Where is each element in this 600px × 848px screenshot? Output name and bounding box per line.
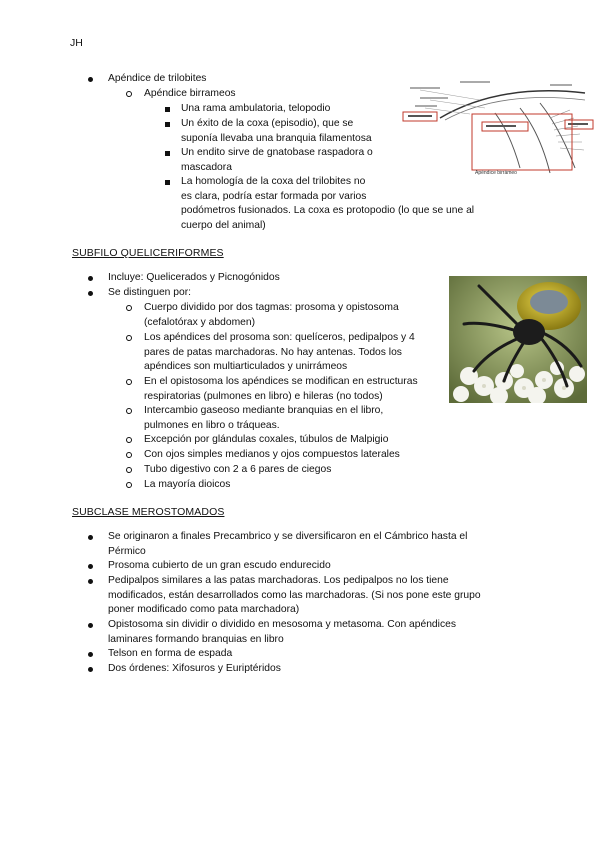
bullet-text: Incluye: Quelicerados y Picnogónidos xyxy=(108,272,280,283)
bullet-ring xyxy=(126,335,132,341)
point-line: podómetros fusionados. La coxa es protopodio (lo que se une al xyxy=(181,205,475,217)
trilobite-appendage-figure xyxy=(400,78,595,188)
bullet-line: Opistosoma sin dividir o dividido en mesosoma y metasoma. Con apéndices xyxy=(108,619,456,630)
spider-photo xyxy=(449,276,587,403)
bullet-ring xyxy=(126,408,132,414)
bullet-line: Se originaron a finales Precambrico y se diversificaron en el Cámbrico hasta el xyxy=(108,531,468,542)
bullet-ring xyxy=(126,437,132,443)
bullet-dot xyxy=(88,535,93,540)
sub-line: Excepción por glándulas coxales, túbulos de Malpigio xyxy=(144,434,389,445)
bullet-dot xyxy=(88,623,93,628)
heading-merostomados: SUBCLASE MEROSTOMADOS xyxy=(72,506,225,518)
bullet-line: Pérmico xyxy=(108,545,146,557)
header-initials: JH xyxy=(70,37,83,49)
sub-line: pares de patas marchadoras. No hay antenas. Todos los xyxy=(144,346,402,358)
bullet-ring xyxy=(126,91,132,97)
bullet-ring xyxy=(126,452,132,458)
sub-line: La mayoría dioicos xyxy=(144,479,231,490)
sub-line: Tubo digestivo con 2 a 6 pares de ciegos xyxy=(144,464,332,475)
bullet-ring xyxy=(126,482,132,488)
bullet-text: Apéndice de trilobites xyxy=(108,73,207,84)
point-line: suponía llevaba una branquia filamentosa xyxy=(181,132,372,144)
sub-line: En el opistosoma los apéndices se modifican en estructuras xyxy=(144,376,418,387)
sub-line: pulmones en libro o tráqueas. xyxy=(144,419,280,431)
bullet-square xyxy=(165,151,170,156)
figure-caption: Apéndice birrámeo xyxy=(475,170,517,176)
bullet-dot xyxy=(88,77,93,82)
bullet-square xyxy=(165,122,170,127)
sub-line: Los apéndices del prosoma son: quelíceros, pedipalpos y 4 xyxy=(144,332,415,343)
bullet-ring xyxy=(126,305,132,311)
sub-line: (cefalotórax y abdomen) xyxy=(144,316,256,328)
point-line: es clara, podría estar formada por varios xyxy=(181,190,367,202)
bullet-text: Se distinguen por: xyxy=(108,287,192,298)
sub-line: respiratorias (pulmones en libro) e hileras (no todos) xyxy=(144,390,383,402)
bullet-dot xyxy=(88,579,93,584)
bullet-line: Prosoma cubierto de un gran escudo endurecido xyxy=(108,560,331,571)
bullet-line: Pedipalpos similares a las patas marchadoras. Los pedipalpos no los tiene xyxy=(108,575,449,586)
bullet-ring xyxy=(126,379,132,385)
sub-line: Con ojos simples medianos y ojos compuestos laterales xyxy=(144,449,400,460)
bullet-ring xyxy=(126,467,132,473)
bullet-line: laminares formando branquias en libro xyxy=(108,633,284,645)
point-line: Una rama ambulatoria, telopodio xyxy=(181,103,331,114)
point-line: Un éxito de la coxa (episodio), que se xyxy=(181,118,354,129)
point-line: La homología de la coxa del trilobites no xyxy=(181,176,366,187)
subbullet-text: Apéndice birrameos xyxy=(144,88,236,99)
sub-line: Intercambio gaseoso mediante branquias en el libro, xyxy=(144,405,384,416)
point-line: mascadora xyxy=(181,161,232,173)
bullet-dot xyxy=(88,564,93,569)
sub-line: Cuerpo dividido por dos tagmas: prosoma y opistosoma xyxy=(144,302,399,313)
point-line: cuerpo del animal) xyxy=(181,219,266,231)
bullet-square xyxy=(165,180,170,185)
spider-cephalothorax xyxy=(513,319,545,345)
bullet-dot xyxy=(88,276,93,281)
abdomen-spot xyxy=(530,290,568,314)
bullet-line: Dos órdenes: Xifosuros y Euriptéridos xyxy=(108,663,281,674)
bullet-line: modificados, están desarrollados como las marchadoras. (Si nos pone este grupo xyxy=(108,589,481,601)
point-line: Un endito sirve de gnatobase raspadora o xyxy=(181,147,373,158)
bullet-square xyxy=(165,107,170,112)
heading-queliceriformes: SUBFILO QUELICERIFORMES xyxy=(72,247,224,259)
bullet-line: poner modificado como pata marchadora) xyxy=(108,604,300,616)
bullet-line: Telson en forma de espada xyxy=(108,648,233,659)
bullet-dot xyxy=(88,667,93,672)
sub-line: apéndices son multiarticulados y unirrámeos xyxy=(144,361,348,373)
bullet-dot xyxy=(88,652,93,657)
bullet-dot xyxy=(88,291,93,296)
